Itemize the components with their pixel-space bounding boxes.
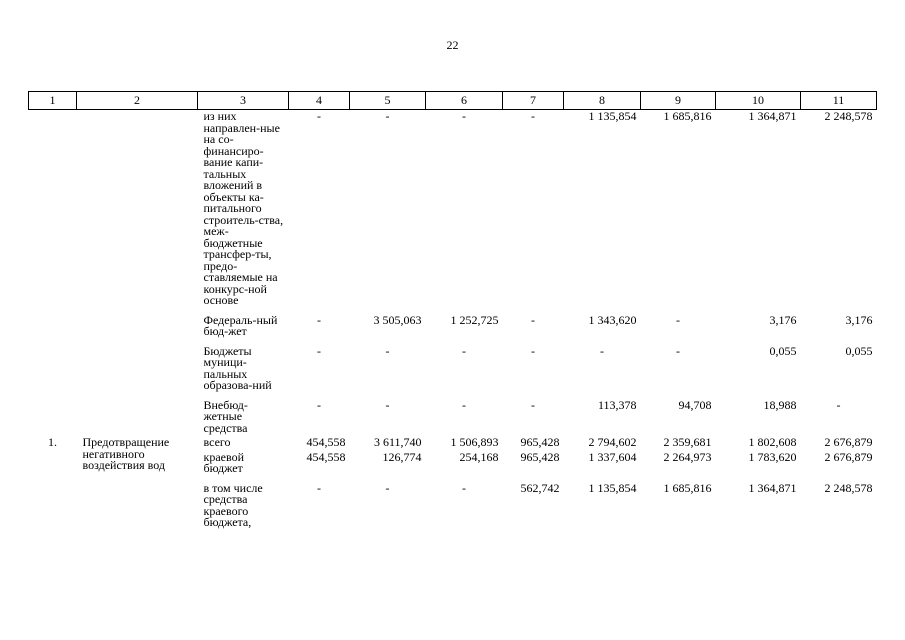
value-cell: 1 685,816 — [663, 480, 712, 495]
value-cell: 2 264,973 — [663, 449, 712, 464]
row-index — [29, 110, 77, 309]
value-cell: 3 505,063 — [373, 312, 422, 327]
value-cell: - — [676, 343, 680, 358]
value-cell: 965,428 — [520, 449, 560, 464]
row-index — [29, 477, 77, 531]
value-cell: 2 676,879 — [824, 435, 873, 449]
table-header — [29, 92, 877, 110]
row-index — [29, 340, 77, 394]
column-header: 3 — [198, 92, 289, 110]
value-cell: - — [385, 109, 390, 123]
value-cell: - — [836, 397, 841, 412]
value-cell: 2 359,681 — [663, 435, 712, 449]
row-label: Бюджеты муници-пальных образова-ний — [203, 343, 272, 392]
value-cell: - — [317, 397, 321, 412]
column-header: 7 — [503, 92, 564, 110]
value-cell: 2 794,602 — [588, 435, 637, 449]
value-cell: 1 783,620 — [748, 449, 797, 464]
column-header: 5 — [350, 92, 426, 110]
table-row — [29, 436, 877, 451]
row-name — [77, 110, 198, 309]
value-cell: 126,774 — [382, 449, 422, 464]
value-cell: - — [531, 343, 535, 358]
value-cell: 3,176 — [845, 312, 873, 327]
value-cell: 1 135,854 — [588, 480, 637, 495]
row-name — [77, 340, 198, 394]
value-cell: 1 337,604 — [588, 449, 637, 464]
value-cell: 965,428 — [520, 435, 560, 449]
value-cell: 1 364,871 — [748, 480, 797, 495]
value-cell: - — [317, 480, 321, 495]
value-cell: 94,708 — [678, 397, 712, 412]
column-header: 6 — [426, 92, 503, 110]
row-label: всего — [203, 435, 231, 449]
header-row — [29, 92, 877, 110]
value-cell: 1 802,608 — [748, 435, 797, 449]
row-label: краевой бюджет — [203, 449, 244, 475]
value-cell: - — [531, 312, 535, 327]
value-cell: 1 343,620 — [588, 312, 637, 327]
value-cell: - — [385, 480, 390, 495]
value-cell: - — [385, 343, 390, 358]
row-index — [29, 451, 77, 477]
column-header: 4 — [289, 92, 350, 110]
value-cell: - — [462, 480, 466, 495]
table-body — [29, 110, 877, 531]
table-row — [29, 340, 877, 394]
table-row — [29, 309, 877, 340]
value-cell: 0,055 — [845, 343, 873, 358]
value-cell: 1 135,854 — [588, 109, 637, 123]
value-cell: 1 252,725 — [450, 312, 499, 327]
row-name — [77, 394, 198, 437]
value-cell: 454,558 — [306, 449, 346, 464]
table-row — [29, 477, 877, 531]
table-row — [29, 394, 877, 437]
value-cell: 454,558 — [306, 435, 346, 449]
value-cell: - — [385, 397, 390, 412]
row-label: Федераль-ный бюд-жет — [203, 312, 278, 338]
row-index — [29, 394, 77, 437]
value-cell: - — [462, 343, 466, 358]
value-cell: 2 676,879 — [824, 449, 873, 464]
row-index — [29, 309, 77, 340]
value-cell: - — [531, 397, 535, 412]
budget-table — [28, 91, 877, 531]
table-row — [29, 110, 877, 309]
row-label: в том числе средства краевого бюджета, — [203, 480, 263, 529]
row-name — [77, 309, 198, 340]
column-header: 8 — [564, 92, 641, 110]
column-header: 1 — [29, 92, 77, 110]
value-cell: - — [317, 343, 321, 358]
value-cell: 254,168 — [459, 449, 499, 464]
column-header: 11 — [801, 92, 877, 110]
column-header: 2 — [77, 92, 198, 110]
row-name — [77, 477, 198, 531]
value-cell: 1 685,816 — [663, 109, 712, 123]
value-cell: 2 248,578 — [824, 480, 873, 495]
value-cell: 18,988 — [763, 397, 797, 412]
value-cell: - — [600, 343, 604, 358]
row-label: Внебюд-жетные средства — [203, 397, 248, 435]
column-header: 10 — [716, 92, 801, 110]
row-index: 1. — [48, 435, 57, 449]
value-cell: 3,176 — [769, 312, 797, 327]
value-cell: 562,742 — [520, 480, 560, 495]
column-header: 9 — [641, 92, 716, 110]
value-cell: 1 364,871 — [748, 109, 797, 123]
value-cell: 3 611,740 — [373, 435, 422, 449]
value-cell: 0,055 — [769, 343, 797, 358]
value-cell: - — [462, 397, 466, 412]
value-cell: - — [317, 109, 321, 123]
value-cell: - — [676, 312, 680, 327]
row-label: из них направлен-ные на со-финансиро-вание капи-тальных вложений в объекты ка-питального строитель-ства, меж-бюджетные трансфер-ты, предо-ставляемые на конкурс-ной основе — [203, 109, 284, 307]
row-name: Предотвращение негативного воздействия вод — [82, 435, 170, 472]
value-cell: 1 506,893 — [450, 435, 499, 449]
page-number: 22 — [446, 38, 459, 52]
value-cell: - — [462, 109, 466, 123]
value-cell: 2 248,578 — [824, 109, 873, 123]
value-cell: - — [531, 109, 535, 123]
value-cell: 113,378 — [597, 397, 637, 412]
value-cell: - — [317, 312, 321, 327]
